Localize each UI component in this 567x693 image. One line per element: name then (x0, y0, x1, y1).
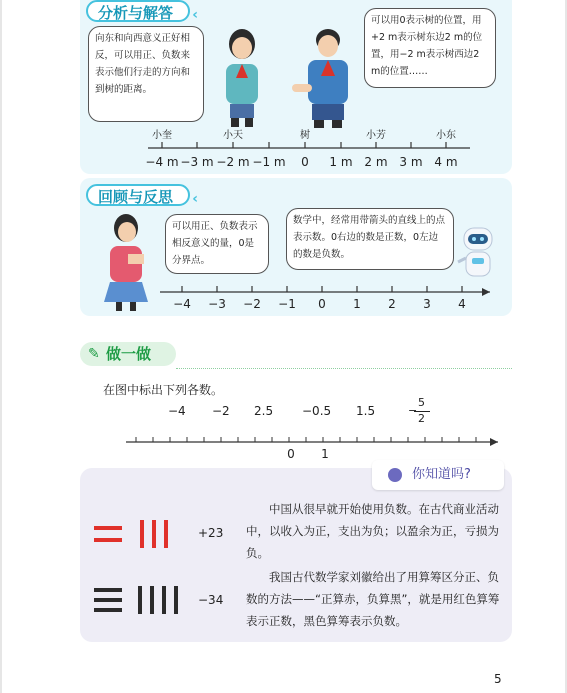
tick-label: 4 (458, 297, 466, 311)
black-counting-rods (92, 584, 188, 616)
basic-number-line (160, 282, 494, 316)
label-xiaotian: 小天 (223, 130, 243, 141)
tick-label: 1 (353, 297, 361, 311)
robot-illustration (454, 222, 502, 282)
tick-label: −2 m (216, 155, 250, 169)
distance-number-line (140, 126, 480, 170)
info-icon (388, 468, 402, 482)
boy-speech-bubble: 可以用0表示树的位置，用+2 m表示树东边2 m的位置，用−2 m表示树西边2 m的位置…… (364, 8, 496, 88)
pencil-icon: ✎ (88, 346, 100, 362)
tick-label: 1 m (329, 155, 353, 169)
tick-label: −4 (173, 297, 191, 311)
label-xiaodong: 小东 (436, 130, 456, 141)
title-chevron-icon: ‹ (192, 191, 198, 207)
tick-label: −2 (243, 297, 261, 311)
review-title (86, 184, 198, 207)
fraction-sign: − (408, 404, 418, 417)
number-item: 1.5 (356, 404, 376, 418)
boy-illustration (290, 26, 364, 128)
tick-label: −4 m (145, 155, 179, 169)
page-edge-left (0, 0, 2, 693)
tick-label: −1 (278, 297, 296, 311)
number-item: −4 (168, 404, 186, 418)
page-number: 5 (494, 672, 502, 686)
title-chevron-icon: ‹ (192, 7, 198, 23)
analysis-title (86, 0, 198, 23)
girl-illustration (212, 26, 272, 128)
number-item: −0.5 (302, 404, 332, 418)
analysis-title-text: 分析与解答 (98, 4, 174, 22)
exercise-number-line (126, 434, 502, 462)
review-title-text: 回顾与反思 (98, 188, 174, 206)
label-xiaokui: 小奎 (152, 130, 172, 141)
tick-label: 4 m (434, 155, 458, 169)
girl2-illustration (100, 212, 156, 312)
tick-label: 0 (301, 155, 309, 169)
girl2-speech-bubble: 可以用正、负数表示相反意义的量，0是分界点。 (165, 214, 269, 274)
girl-speech-bubble: 向东和向西意义正好相反，可以用正、负数来表示他们行走的方向和到树的距离。 (88, 26, 204, 122)
tick-label: 0 (318, 297, 326, 311)
did-you-know-title-text: 你知道吗? (412, 467, 471, 482)
tick-label: −1 m (252, 155, 286, 169)
rod-value-positive: +23 (198, 526, 224, 540)
history-paragraph-1: 中国从很早就开始使用负数。在古代商业活动中，以收入为正，支出为负；以盈余为正，亏损为负。 (246, 502, 499, 560)
axis-label-one: 1 (321, 447, 329, 461)
exercise-instruction: 在图中标出下列各数。 (103, 383, 224, 397)
tick-label: −3 (208, 297, 226, 311)
robot-speech-bubble: 数学中，经常用带箭头的直线上的点表示数。0右边的数是正数，0左边的数是负数。 (286, 208, 454, 270)
tick-label: 2 m (364, 155, 388, 169)
axis-label-zero: 0 (287, 447, 295, 461)
number-item: 2.5 (254, 404, 274, 418)
fraction-denominator: 2 (418, 412, 425, 425)
history-paragraph-2: 我国古代数学家刘徽给出了用算筹区分正、负数的方法——“正算赤，负算黑”，就是用红色算筹表示正数，黑色算筹表示负数。 (246, 570, 500, 628)
label-xiaofang: 小芳 (366, 130, 386, 141)
tick-label: 2 (388, 297, 396, 311)
exercise-title-text: 做一做 (106, 345, 152, 363)
dotted-divider (176, 368, 512, 369)
exercise-title (80, 342, 176, 366)
tick-label: 3 m (399, 155, 423, 169)
did-you-know-title (372, 460, 504, 490)
number-item: −2 (212, 404, 230, 418)
fraction-numerator: 5 (418, 396, 425, 409)
rod-value-negative: −34 (198, 593, 224, 607)
tick-label: 3 (423, 297, 431, 311)
label-tree: 树 (300, 130, 310, 141)
red-counting-rods (92, 518, 184, 550)
tick-label: −3 m (180, 155, 214, 169)
